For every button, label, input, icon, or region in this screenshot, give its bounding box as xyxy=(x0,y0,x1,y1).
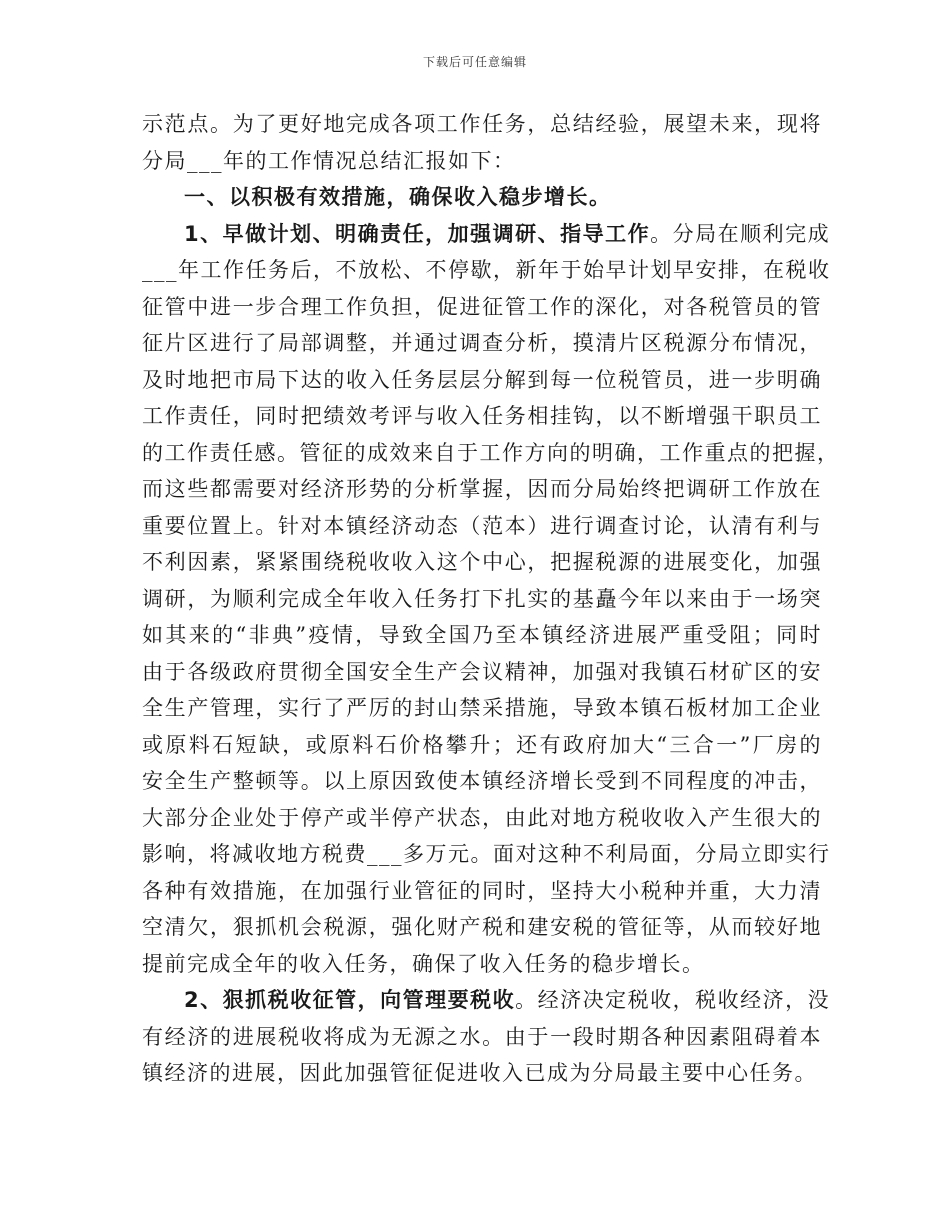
body-line: ___年工作任务后，不放松、不停歇，新年于始早计划早安排，在税收 xyxy=(142,258,831,282)
body-line: 调研，为顺利完成全年收入任务打下扎实的基矗今年以来由于一场突 xyxy=(142,586,822,611)
body-line: 征片区进行了局部调整，并通过调查分析，摸清片区税源分布情况， xyxy=(142,331,822,355)
paragraph-heading: 2、狠抓税收征管，向管理要税收 xyxy=(184,988,516,1012)
body-line: 或原料石短缺，或原料石价格攀升；还有政府加大“三合一”厂房的 xyxy=(142,732,822,757)
body-line: 如其来的“非典”疫情，导致全国乃至本镇经济进展严重受阻；同时 xyxy=(142,623,822,647)
section-heading: 一、以积极有效措施，确保收入稳步增长。 xyxy=(184,185,612,209)
body-text: 。经济决定税收，税收经济，没 xyxy=(515,988,831,1012)
body-line: 大部分企业处于停产或半停产状态，由此对地方税收收入产生很大的 xyxy=(142,805,822,830)
body-line: 分局___年的工作情况总结汇报如下： xyxy=(142,148,516,173)
body-line: 镇经济的进展，因此加强管征促进收入已成为分局最主要中心任务。 xyxy=(142,1061,817,1085)
body-line: 提前完成全年的收入任务，确保了收入任务的稳步增长。 xyxy=(142,951,705,976)
body-line: 影响，将减收地方税费___多万元。面对这种不利局面，分局立即实行 xyxy=(142,842,831,866)
body-line: 各种有效措施，在加强行业管征的同时，坚持大小税种并重，大力清 xyxy=(142,878,822,903)
body-line: 征管中进一步合理工作负担，促进征管工作的深化，对各税管员的管 xyxy=(142,294,822,319)
body-line: 有经济的进展税收将成为无源之水。由于一段时期各种因素阻碍着本 xyxy=(142,1024,822,1049)
body-line: 重要位置上。针对本镇经济动态（范本）进行调查讨论，认清有利与 xyxy=(142,513,822,538)
paragraph-first-line xyxy=(142,216,831,253)
body-line: 空清欠，狠抓机会税源，强化财产税和建安税的管征等，从而较好地 xyxy=(142,915,822,939)
body-line: 的工作责任感。管征的成效来自于工作方向的明确，工作重点的把握， xyxy=(142,440,840,465)
body-line: 及时地把市局下达的收入任务层层分解到每一位税管员，进一步明确 xyxy=(142,367,822,392)
body-line: 示范点。为了更好地完成各项工作任务，总结经验，展望未来，现将 xyxy=(142,112,822,136)
body-line: 不利因素，紧紧围绕税收收入这个中心，把握税源的进展变化，加强 xyxy=(142,550,822,574)
paragraph-heading: 1、早做计划、明确责任，加强调研、指导工作 xyxy=(184,221,651,246)
page-header: 下载后可任意编辑 xyxy=(422,55,527,69)
body-line: 安全生产整顿等。以上原因致使本镇经济增长受到不同程度的冲击， xyxy=(142,769,822,793)
body-line: 全生产管理，实行了严厉的封山禁采措施，导致本镇石板材加工企业 xyxy=(142,696,822,720)
body-line: 由于各级政府贯彻全国安全生产会议精神，加强对我镇石材矿区的安 xyxy=(142,659,822,684)
body-text: 。分局在顺利完成 xyxy=(650,221,831,246)
body-line: 工作责任，同时把绩效考评与收入任务相挂钩，以不断增强干职员工 xyxy=(142,404,822,428)
body-line: 而这些都需要对经济形势的分析掌握，因而分局始终把调研工作放在 xyxy=(142,477,822,501)
document-body xyxy=(142,106,840,1092)
paragraph-first-line xyxy=(142,982,831,1019)
